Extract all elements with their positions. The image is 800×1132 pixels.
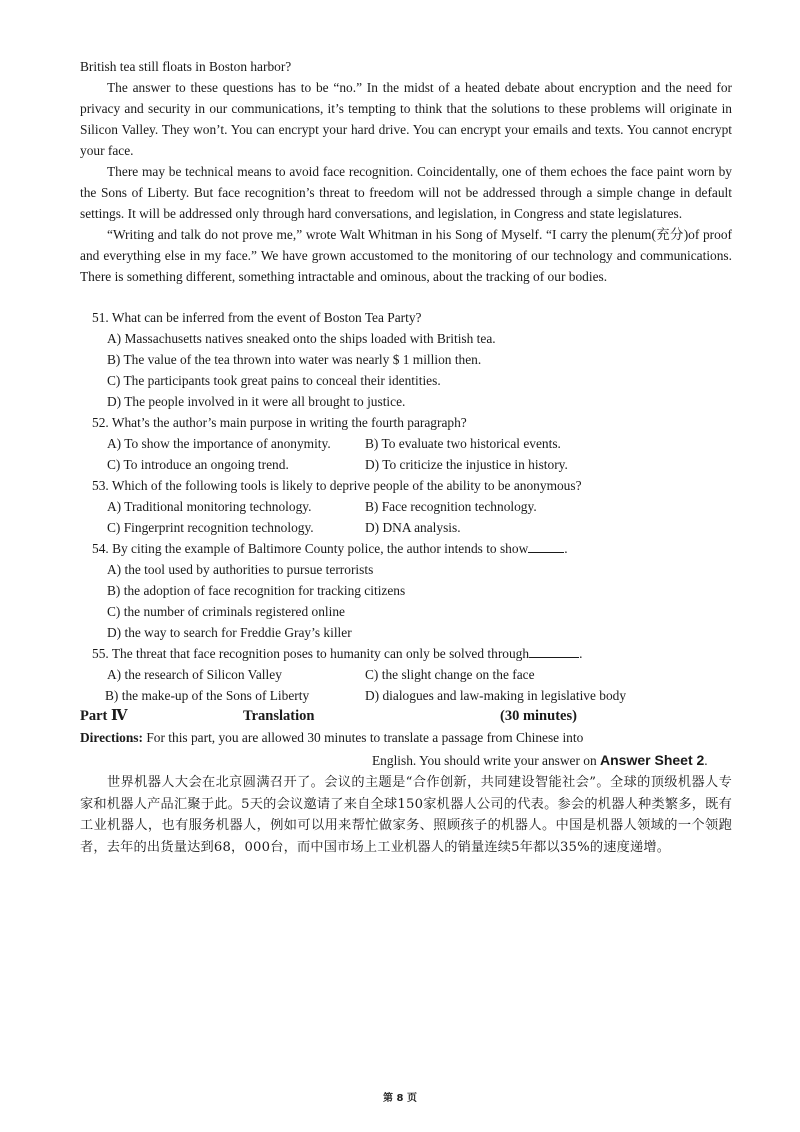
question-52-option-c: C) To introduce an ongoing trend. — [107, 457, 289, 472]
passage-paragraph-3: “Writing and talk do not prove me,” wrote Walt Whitman in his Song of Myself. “I carry the plenum(充分)of proof and everything else in my face.” We have grown accustomed to the monitoring of our technology and communications. There is something different, something intractable and ominous, about the tracking of our bodies. — [80, 227, 732, 284]
question-55-stem-end: . — [579, 646, 583, 661]
question-54-stem-end: . — [564, 541, 568, 556]
question-55-option-b: B) the make-up of the Sons of Liberty — [105, 688, 310, 703]
question-55-options-row-2 — [105, 685, 732, 706]
question-55-stem-line — [92, 643, 732, 664]
question-54-option-d: D) the way to search for Freddie Gray’s killer — [107, 625, 352, 640]
exam-page — [80, 56, 732, 858]
part-4-time: (30 minutes) — [500, 708, 577, 724]
directions-label: Directions: — [80, 730, 143, 745]
translation-passage: 世界机器人大会在北京圆满召开了。会议的主题是“合作创新，共同建设智能社会”。全球的顶级机器人专家和机器人产品汇聚于此。5天的会议邀请了来自全球150家机器人公司的代表。参会的机器人种类繁多，既有工业机器人，也有服务机器人，例如可以用来帮忙做家务、照顾孩子的机器人。中国是机器人领域的一个领跑者，去年的出货量达到68，000台，而中国市场上工业机器人的销量连续5年都以35%的速度递增。 — [80, 775, 732, 855]
question-52-option-d: D) To criticize the injustice in history. — [365, 457, 568, 472]
part-4-heading — [80, 706, 732, 727]
question-51-option-a: A) Massachusetts natives sneaked onto the ships loaded with British tea. — [107, 331, 496, 346]
part-4-label: Part Ⅳ — [80, 708, 128, 724]
question-51-option-b: B) The value of the tea thrown into water was nearly $ 1 million then. — [107, 352, 482, 367]
directions-end: . — [704, 753, 708, 768]
question-52-options-row-2 — [107, 454, 732, 475]
question-51-option-d: D) The people involved in it were all brought to justice. — [107, 394, 406, 409]
question-55-option-a: A) the research of Silicon Valley — [107, 667, 282, 682]
part-4-directions-line-2 — [372, 749, 732, 772]
section-gap — [80, 287, 732, 307]
question-52-option-a: A) To show the importance of anonymity. — [107, 436, 331, 451]
question-53-option-c: C) Fingerprint recognition technology. — [107, 520, 314, 535]
question-51-option-c: C) The participants took great pains to conceal their identities. — [107, 373, 441, 388]
question-55-option-c: C) the slight change on the face — [365, 667, 535, 682]
question-list — [80, 307, 732, 706]
question-54-option-a: A) the tool used by authorities to pursue terrorists — [107, 562, 374, 577]
part-4-title: Translation — [243, 708, 315, 724]
question-55-option-d: D) dialogues and law-making in legislative body — [365, 688, 627, 703]
question-54-option-b: B) the adoption of face recognition for tracking citizens — [107, 583, 406, 598]
passage-paragraph-2: There may be technical means to avoid face recognition. Coincidentally, one of them echoes the face paint worn by the Sons of Liberty. But face recognition’s threat to freedom will not be addressed through a simple change in default settings. It will be addressed only through hard conversations, and legislation, in Congress and state legislatures. — [80, 164, 732, 221]
passage-paragraph-0: British tea still floats in Boston harbor? — [80, 59, 292, 74]
question-52-stem: 52. What’s the author’s main purpose in writing the fourth paragraph? — [92, 415, 467, 430]
question-55-stem: 55. The threat that face recognition poses to humanity can only be solved through — [92, 646, 530, 661]
part-4-directions — [80, 727, 732, 749]
question-52-options-row-1 — [107, 433, 732, 454]
question-53-options-row-1 — [107, 496, 732, 517]
question-55-options-row-1 — [107, 664, 732, 685]
question-53-option-a: A) Traditional monitoring technology. — [107, 499, 312, 514]
question-53-option-d: D) DNA analysis. — [365, 520, 461, 535]
answer-blank — [528, 539, 564, 553]
page-number: 第 8 页 — [383, 1093, 417, 1104]
directions-text: For this part, you are allowed 30 minutes to translate a passage from Chinese into — [142, 730, 584, 745]
question-54-option-c: C) the number of criminals registered online — [107, 604, 345, 619]
question-53-options-row-2 — [107, 517, 732, 538]
directions-line-2-text: English. You should write your answer on — [372, 753, 601, 768]
passage-paragraph-1: The answer to these questions has to be “no.” In the midst of a heated debate about encryption and the need for privacy and security in our communications, it’s tempting to think that the solutions to these problems will originate in Silicon Valley. They won’t. You can encrypt your hard drive. You can encrypt your emails and texts. You cannot encrypt your face. — [80, 80, 732, 158]
question-53-stem: 53. Which of the following tools is likely to deprive people of the ability to be anonymous? — [92, 478, 582, 493]
question-51-stem: 51. What can be inferred from the event of Boston Tea Party? — [92, 310, 422, 325]
answer-sheet-label: Answer Sheet 2 — [600, 752, 705, 768]
question-54-stem-line — [92, 538, 732, 559]
answer-blank — [529, 644, 579, 658]
question-54-stem: 54. By citing the example of Baltimore County police, the author intends to show — [92, 541, 529, 556]
question-53-option-b: B) Face recognition technology. — [365, 499, 537, 514]
question-52-option-b: B) To evaluate two historical events. — [365, 436, 561, 451]
